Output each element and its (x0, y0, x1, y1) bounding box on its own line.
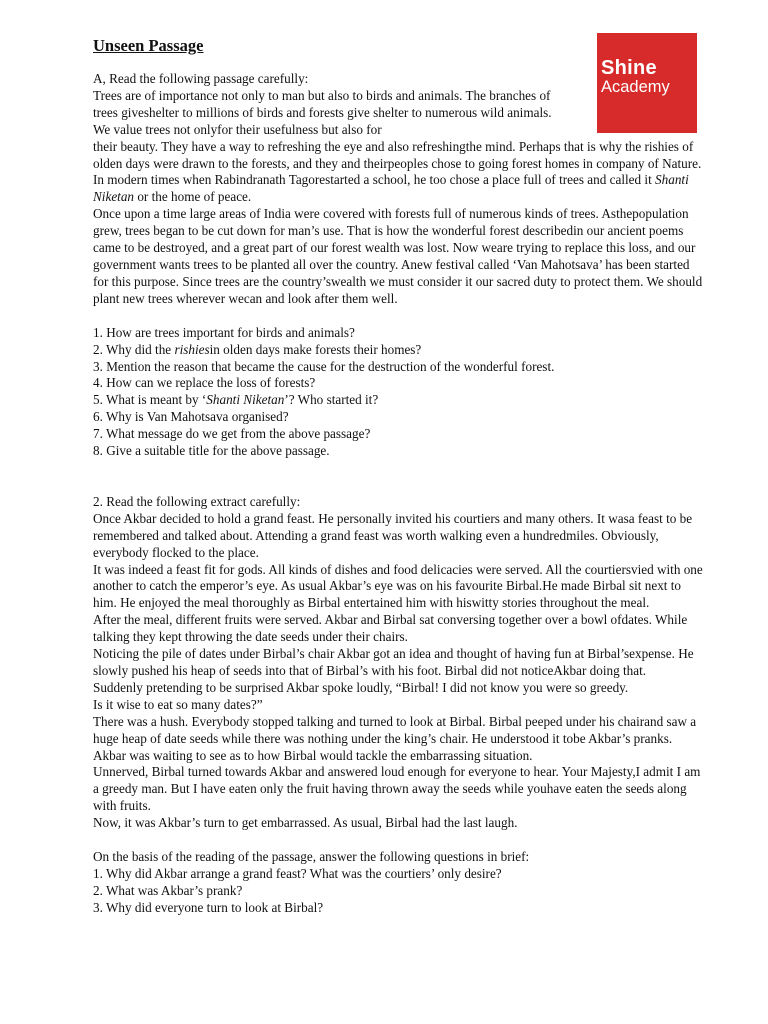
passage1-para-a-part1: Trees are of importance not only to man but also to birds and animals. The branches of trees giveshelter to millions of birds and forests give shelter to numerous wild animals. We value trees not onlyfor their usefulness but also for (93, 87, 552, 137)
s1-question-4: 4. How can we replace the loss of forests? (93, 375, 316, 391)
q2-post: in olden days make forests their homes? (209, 341, 422, 357)
s2-question-2: 2. What was Akbar’s prank? (93, 882, 243, 898)
passage2-para-2: It was indeed a feast fit for gods. All kinds of dishes and food delicacies were served. All the courtiersvied with one another to catch the emperor’s eye. As usual Akbar’s eye was on his favourite Birbal.He made Birbal sit next to him. He enjoyed the meal thoroughly as Birbal entertained him with hiswitty stories throughout the meal. (93, 561, 703, 611)
logo-line2: Academy (601, 78, 670, 96)
para-a-end: or the home of peace. (134, 189, 252, 205)
s1-question-2 (93, 342, 703, 359)
s1-question-3: 3. Mention the reason that became the cause for the destruction of the wonderful forest. (93, 358, 555, 374)
q2-emphasis: rishies (174, 341, 210, 357)
q5-emphasis: Shanti Niketan (206, 392, 285, 408)
passage2-para-1: Once Akbar decided to hold a grand feast. He personally invited his courtiers and many others. It wasa feast to be remembered and talked about. Attending a grand feast was worth walking even a hundredmiles. Obviously, everybody flocked to the place. (93, 510, 693, 560)
s2-question-3: 3. Why did everyone turn to look at Birbal? (93, 899, 324, 915)
s2-questions-intro: On the basis of the reading of the passage, answer the following questions in brief: (93, 849, 530, 865)
passage1-para-a-part2 (93, 139, 703, 207)
section2-instruction: 2. Read the following extract carefully: (93, 493, 301, 509)
page-title: Unseen Passage (93, 36, 204, 55)
s1-question-8: 8. Give a suitable title for the above passage. (93, 443, 330, 459)
q5-post: ’? Who started it? (284, 392, 379, 408)
s1-question-6: 6. Why is Van Mahotsava organised? (93, 409, 289, 425)
logo-line1: Shine (601, 57, 657, 79)
passage2-para-8: Unnerved, Birbal turned towards Akbar and answered loud enough for everyone to hear. Your Majesty,I admit I am a greedy man. But I have eaten only the fruit having thrown away the seeds while youhave eaten the seeds along with fruits. (93, 764, 701, 814)
q5-pre: 5. What is meant by ‘ (93, 392, 207, 408)
passage2-para-7: There was a hush. Everybody stopped talking and turned to look at Birbal. Birbal peeped under his chairand saw a huge heap of date seeds while there was nothing under the king’s chair. He understood it tobe Akbar’s pranks. Akbar was waiting to see as to how Birbal would tackle the embarrassing situation. (93, 713, 697, 763)
s1-question-7: 7. What message do we get from the above passage? (93, 426, 371, 442)
passage2-para-9: Now, it was Akbar’s turn to get embarrassed. As usual, Birbal had the last laugh. (93, 815, 518, 831)
para-a-emphasis: Shanti Niketan (93, 172, 689, 205)
passage2-para-6: Is it wise to eat so many dates?” (93, 696, 263, 712)
section1-instruction: A, Read the following passage carefully: (93, 71, 309, 86)
s2-question-1: 1. Why did Akbar arrange a grand feast? What was the courtiers’ only desire? (93, 865, 502, 881)
s1-question-1: 1. How are trees important for birds and animals? (93, 324, 355, 340)
s1-question-5 (93, 392, 703, 409)
passage2-para-4: Noticing the pile of dates under Birbal’s chair Akbar got an idea and thought of having fun at Birbal’sexpense. He slowly pushed his heap of seeds into that of Birbal’s with his foot. Birbal did not noticeAkbar doing that. (93, 646, 694, 678)
passage2-para-3: After the meal, different fruits were served. Akbar and Birbal sat conversing together over a bowl ofdates. While talking they kept throwing the date seeds under their chairs. (93, 612, 688, 645)
passage2-para-5: Suddenly pretending to be surprised Akbar spoke loudly, “Birbal! I did not know you were so greedy. (93, 679, 629, 695)
para-a-text: their beauty. They have a way to refreshing the eye and also refreshingthe mind. Perhaps that is why the rishies of olden days were drawn to the forests, and they and theirpeoples chose to going forest homes in company of Nature. In modern times when Rabindranath Tagorestarted a school, he too chose a place full of trees and called it (93, 138, 702, 188)
passage1-para-b: Once upon a time large areas of India were covered with forests full of numerous kinds of trees. Asthepopulation grew, trees began to be cut down for man’s use. That is how the wonderful forest describedin our ancient poems came to be destroyed, and a great part of our forest wealth was lost. Now weare trying to replace this loss, and our government wants trees to be planted all over the country. Anew festival called ‘Van Mahotsava’ has been started for this purpose. Since trees are the country’swealth we must consider it our sacred duty to protect them. We should plant new trees wherever wecan and look after them well. (93, 206, 703, 306)
q2-pre: 2. Why did the (93, 341, 175, 357)
document-page (93, 36, 703, 917)
